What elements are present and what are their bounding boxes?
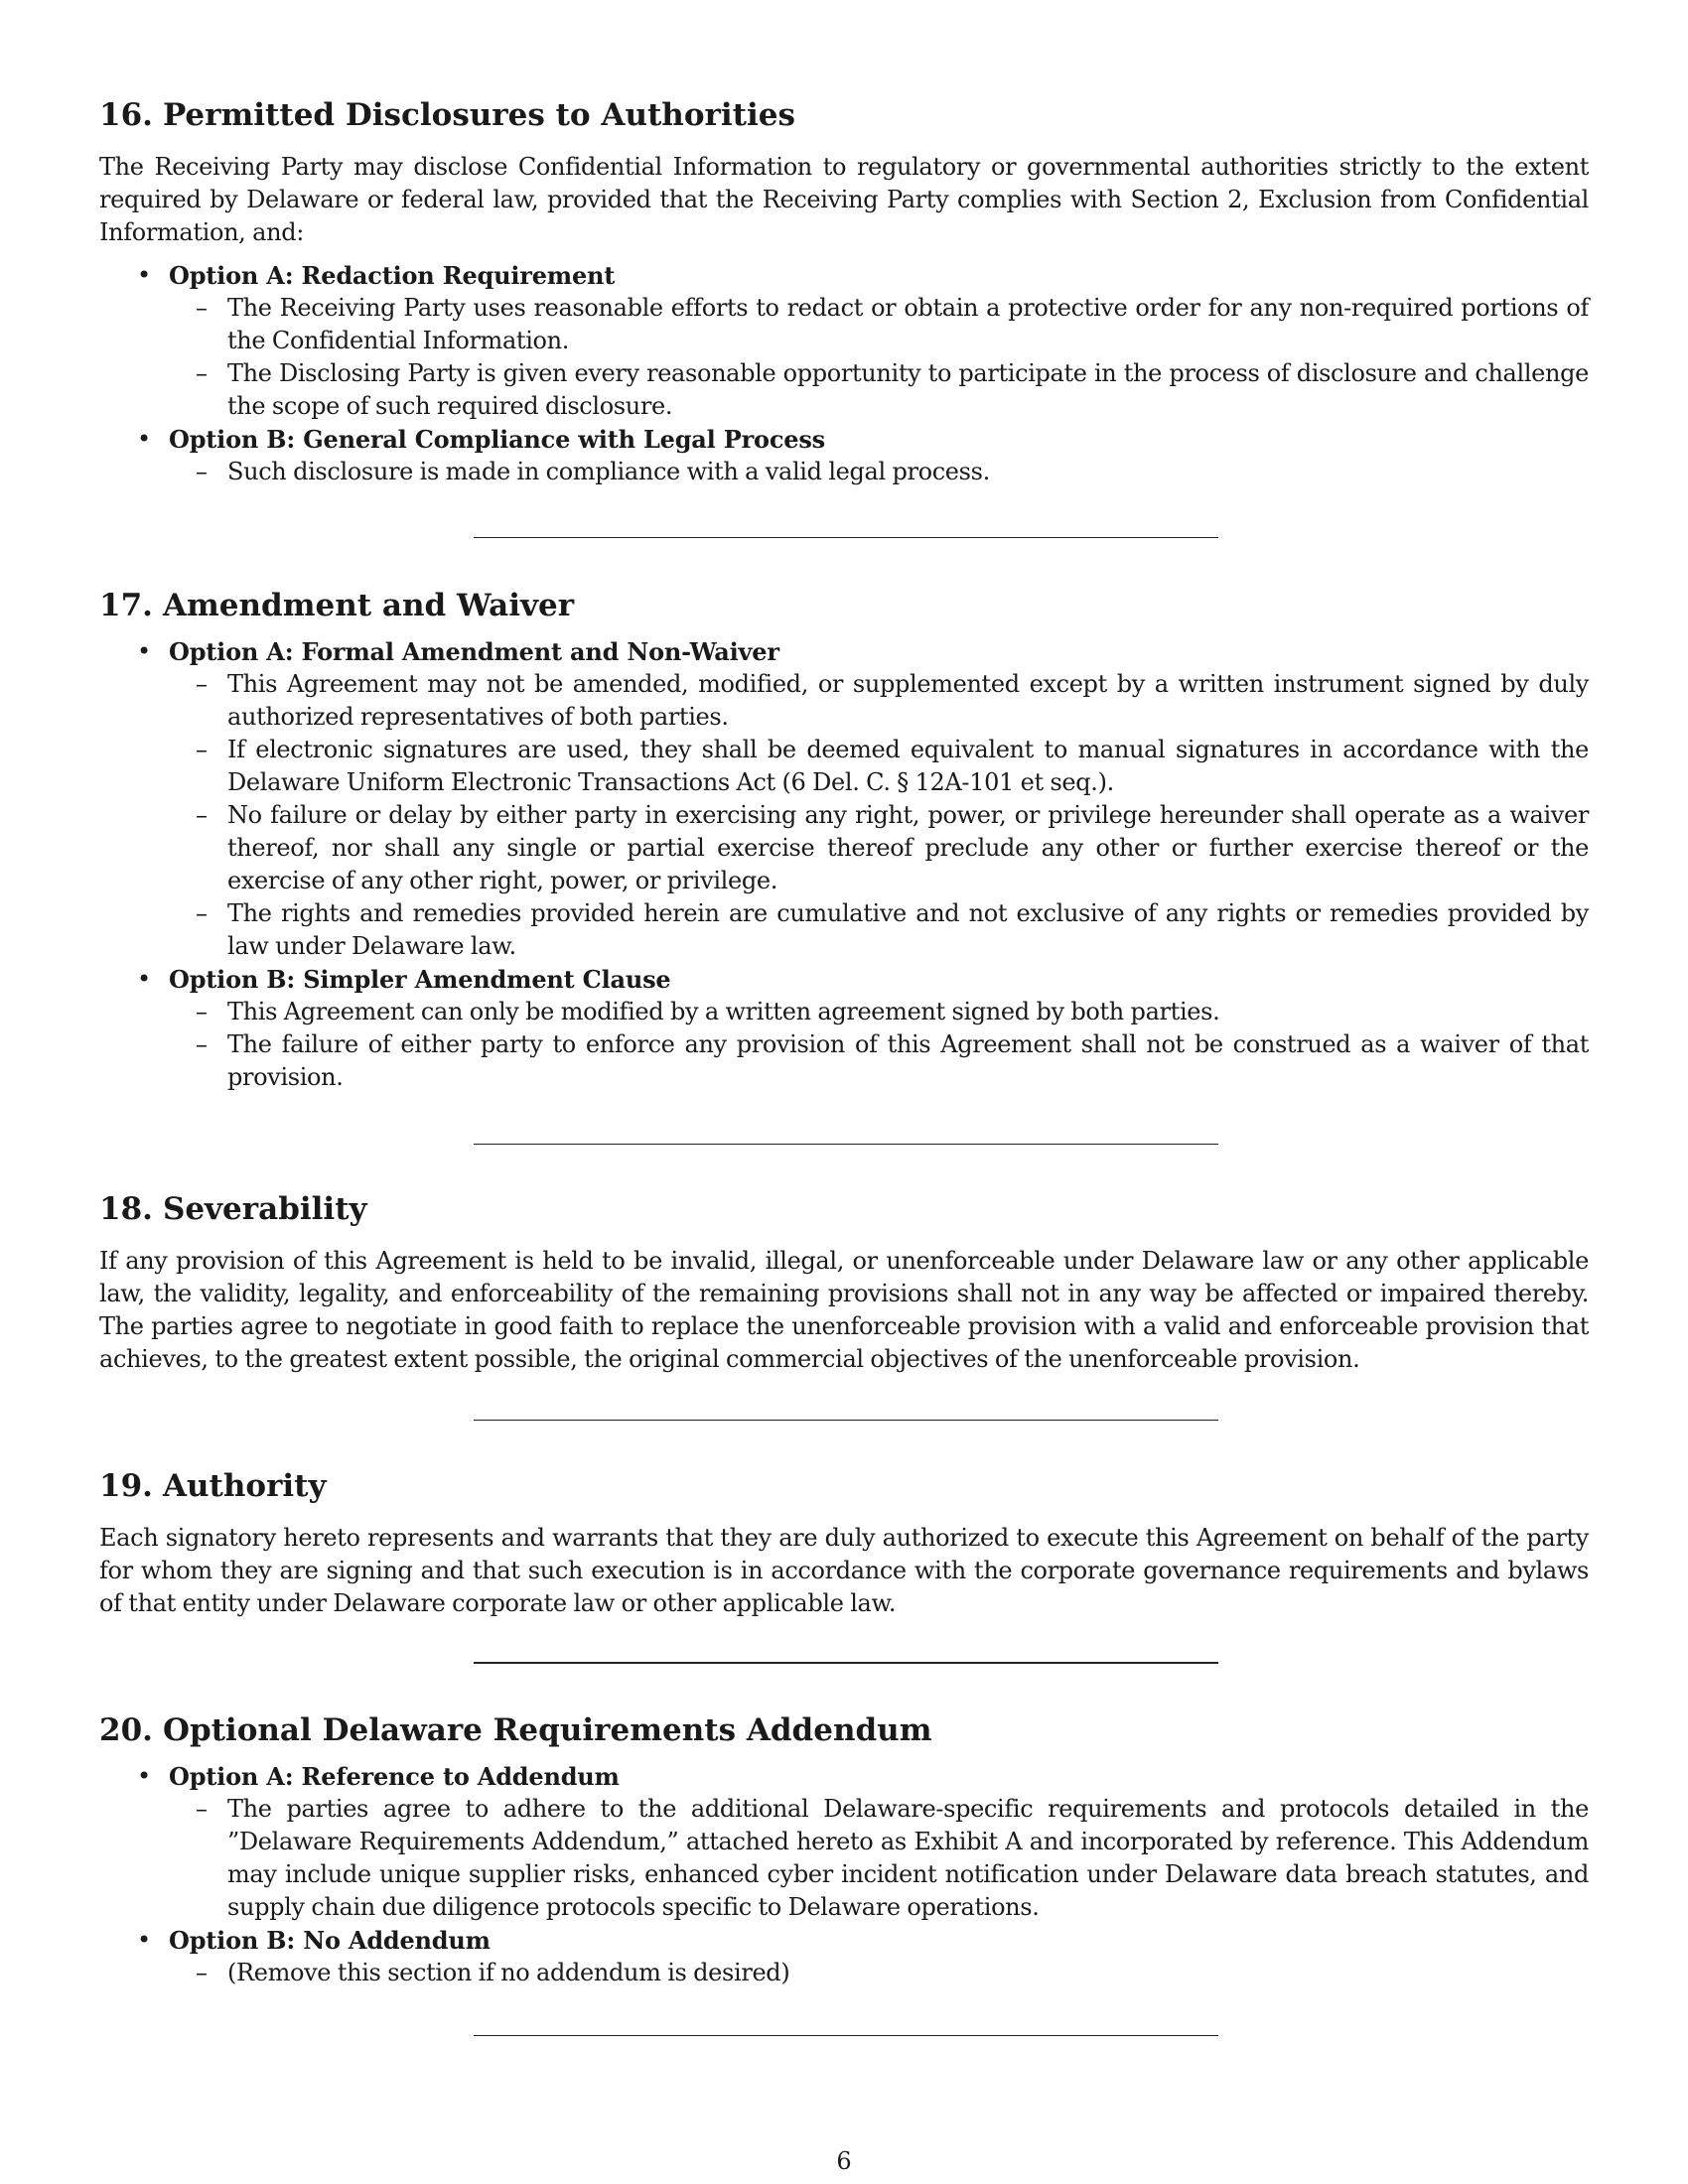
- sub-item: [99, 668, 1589, 734]
- sub-list: [99, 996, 1589, 1094]
- section-paragraph: Each signatory hereto represents and warrants that they are duly authorized to execute this Agreement on behalf of the party for whom they are signing and that such execution is in accordance with the corporate governance requirements and bylaws of that entity under Delaware corporate law or other applicable law.: [99, 1524, 1589, 1617]
- dash-icon: –: [196, 294, 208, 322]
- option-item: [99, 635, 1589, 963]
- section-number: 17.: [99, 588, 153, 623]
- section-number: 19.: [99, 1468, 153, 1504]
- sub-item-text: (Remove this section if no addendum is desired): [227, 1959, 790, 1986]
- section-19: [99, 1466, 1589, 1620]
- sub-item-text: The rights and remedies provided herein are cumulative and not exclusive of any rights or remedies provided by law under Delaware law.: [227, 899, 1589, 960]
- section-paragraph: If any provision of this Agreement is held to be invalid, illegal, or unenforceable under Delaware law or any other applicable law, the validity, legality, and enforceability of the remaining provisions shall not in any way be affected or impaired thereby. The parties agree to negotiate in good faith to replace the unenforceable provision with a valid and enforceable provision that achieves, to the greatest extent possible, the original commercial objectives of the unenforceable provision.: [99, 1247, 1589, 1373]
- dash-icon: –: [196, 801, 208, 829]
- option-item: [99, 1760, 1589, 1924]
- option-item: [99, 963, 1589, 1094]
- option-item: [99, 1924, 1589, 1989]
- sub-item: [99, 1957, 1589, 1989]
- sub-item: [99, 996, 1589, 1028]
- section-title: Amendment and Waiver: [162, 588, 575, 623]
- sub-list: [99, 292, 1589, 423]
- sub-item-text: This Agreement may not be amended, modified, or supplemented except by a written instrument signed by duly authorized representatives of both parties.: [227, 670, 1589, 731]
- section-title: Authority: [162, 1468, 327, 1504]
- option-title: Option A: Reference to Addendum: [169, 1762, 620, 1791]
- option-title: Option B: No Addendum: [169, 1926, 491, 1955]
- dash-icon: –: [196, 359, 208, 387]
- dash-icon: –: [196, 1959, 208, 1986]
- section-title: Permitted Disclosures to Authorities: [162, 97, 795, 133]
- section-paragraph: The Receiving Party may disclose Confidential Information to regulatory or governmental authorities strictly to the extent required by Delaware or federal law, provided that the Receiving Party complies with Section 2, Exclusion from Confidential Information, and:: [99, 153, 1589, 246]
- bullet-icon: •: [137, 965, 151, 993]
- sub-item-text: If electronic signatures are used, they shall be deemed equivalent to manual signatures in accordance with the Delaware Uniform Electronic Transactions Act (6 Del. C. § 12A-101 et seq.).: [227, 736, 1589, 796]
- sub-list: [99, 668, 1589, 963]
- section-18: [99, 1189, 1589, 1376]
- section-divider: [474, 1144, 1218, 1145]
- bullet-icon: •: [137, 637, 151, 665]
- dash-icon: –: [196, 670, 208, 698]
- sub-item-text: The parties agree to adhere to the additional Delaware-specific requirements and protocols detailed in the ”Delaware Requirements Addendum,” attached hereto as Exhibit A and incorporated by reference. This Addendum may include unique supplier risks, enhanced cyber incident notification under Delaware data breach statutes, and supply chain due diligence protocols specific to Delaware operations.: [227, 1795, 1589, 1921]
- options-list: [99, 259, 1589, 488]
- sub-item: [99, 799, 1589, 897]
- section-number: 20.: [99, 1712, 153, 1748]
- sub-list: [99, 1957, 1589, 1989]
- sub-item: [99, 1793, 1589, 1924]
- sub-item: [99, 357, 1589, 423]
- section-divider: [474, 537, 1218, 538]
- sub-item-text: The Receiving Party uses reasonable efforts to redact or obtain a protective order for any non-required portions of the Confidential Information.: [227, 294, 1589, 354]
- sub-item-text: No failure or delay by either party in exercising any right, power, or privilege hereunder shall operate as a waiver thereof, nor shall any single or partial exercise thereof preclude any other or further exercise thereof or the exercise of any other right, power, or privilege.: [227, 801, 1589, 894]
- section-heading: [99, 586, 1589, 625]
- sub-item: [99, 292, 1589, 357]
- sub-item: [99, 456, 1589, 488]
- section-17: [99, 586, 1589, 1094]
- dash-icon: –: [196, 998, 208, 1025]
- dash-icon: –: [196, 1030, 208, 1058]
- bullet-icon: •: [137, 261, 151, 289]
- option-title: Option B: Simpler Amendment Clause: [169, 965, 671, 994]
- section-number: 16.: [99, 97, 153, 133]
- sub-item-text: Such disclosure is made in compliance with a valid legal process.: [227, 458, 990, 485]
- sub-list: [99, 1793, 1589, 1924]
- section-title: Severability: [162, 1191, 367, 1227]
- dash-icon: –: [196, 899, 208, 927]
- section-divider: [474, 1662, 1218, 1664]
- bullet-icon: •: [137, 1926, 151, 1954]
- option-title: Option A: Formal Amendment and Non-Waiver: [169, 637, 779, 666]
- section-heading: [99, 1189, 1589, 1229]
- sub-item: [99, 1028, 1589, 1094]
- sub-list: [99, 456, 1589, 488]
- options-list: [99, 1760, 1589, 1989]
- option-title: Option B: General Compliance with Legal Process: [169, 425, 825, 454]
- bullet-icon: •: [137, 1762, 151, 1790]
- page-number: 6: [836, 2147, 852, 2175]
- bullet-icon: •: [137, 425, 151, 453]
- section-20: [99, 1710, 1589, 1989]
- sub-item: [99, 734, 1589, 799]
- section-heading: [99, 1466, 1589, 1506]
- sub-item-text: This Agreement can only be modified by a written agreement signed by both parties.: [227, 998, 1220, 1025]
- sub-item: [99, 897, 1589, 963]
- dash-icon: –: [196, 1795, 208, 1823]
- sub-item-text: The Disclosing Party is given every reasonable opportunity to participate in the process of disclosure and challenge the scope of such required disclosure.: [227, 359, 1589, 420]
- option-item: [99, 259, 1589, 423]
- dash-icon: –: [196, 736, 208, 763]
- options-list: [99, 635, 1589, 1094]
- dash-icon: –: [196, 458, 208, 485]
- option-title: Option A: Redaction Requirement: [169, 261, 616, 290]
- section-divider: [474, 2035, 1218, 2036]
- section-heading: [99, 1710, 1589, 1750]
- section-16: [99, 95, 1589, 488]
- section-heading: [99, 95, 1589, 135]
- sub-item-text: The failure of either party to enforce any provision of this Agreement shall not be construed as a waiver of that provision.: [227, 1030, 1589, 1091]
- option-item: [99, 423, 1589, 488]
- section-number: 18.: [99, 1191, 153, 1227]
- section-divider: [474, 1420, 1218, 1421]
- section-title: Optional Delaware Requirements Addendum: [162, 1712, 932, 1748]
